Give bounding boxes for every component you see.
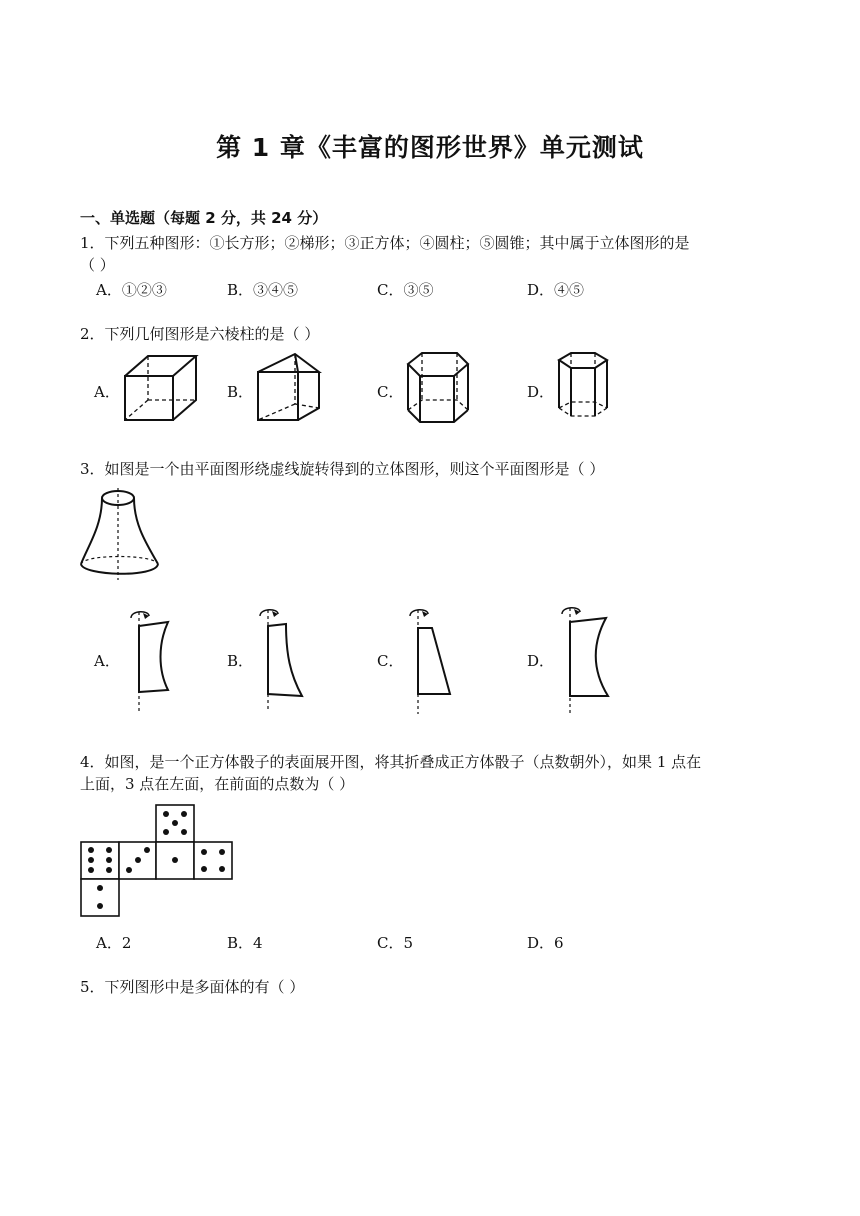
q3-shape-c-icon bbox=[402, 604, 462, 716]
page-title: 第 1 章《丰富的图形世界》单元测试 bbox=[216, 133, 644, 162]
q3-option-b[interactable]: B． bbox=[227, 652, 254, 670]
q3-shape-b-icon bbox=[256, 604, 306, 714]
hexagonal-prism-icon bbox=[553, 350, 613, 426]
q4-stem-line2: 上面，3 点在左面，在前面的点数为（ ） bbox=[80, 775, 355, 793]
triangular-prism-icon bbox=[255, 352, 323, 424]
q3-shape-d-icon bbox=[556, 602, 616, 716]
q4-option-d[interactable]: D．6 bbox=[527, 934, 564, 952]
q4-option-c[interactable]: C．5 bbox=[377, 934, 414, 952]
hyperboloid-solid-icon bbox=[78, 486, 164, 582]
q1-stem-line1: 1．下列五种图形：①长方形；②梯形；③正方体；④圆柱；⑤圆锥；其中属于立体图形的是 bbox=[80, 234, 690, 252]
pentagonal-prism-icon bbox=[402, 350, 472, 428]
q2-option-a[interactable]: A． bbox=[94, 383, 120, 401]
q5-stem: 5．下列图形中是多面体的有（ ） bbox=[80, 978, 305, 996]
q2-stem: 2．下列几何图形是六棱柱的是（ ） bbox=[80, 325, 320, 343]
q1-option-a[interactable]: A．①②③ bbox=[96, 281, 167, 299]
q4-stem-line1: 4．如图，是一个正方体骰子的表面展开图，将其折叠成正方体骰子（点数朝外），如果 1 点在 bbox=[80, 753, 702, 771]
q1-option-c[interactable]: C．③⑤ bbox=[377, 281, 434, 299]
q1-option-d[interactable]: D．④⑤ bbox=[527, 281, 585, 299]
q3-shape-a-icon bbox=[124, 606, 174, 714]
dice-net-icon bbox=[80, 804, 236, 918]
section-heading: 一、单选题（每题 2 分，共 24 分） bbox=[80, 209, 328, 227]
q2-option-b[interactable]: B． bbox=[227, 383, 254, 401]
q3-stem: 3．如图是一个由平面图形绕虚线旋转得到的立体图形，则这个平面图形是（ ） bbox=[80, 460, 605, 478]
q2-option-d[interactable]: D． bbox=[527, 383, 555, 401]
q3-option-d[interactable]: D． bbox=[527, 652, 555, 670]
q4-option-b[interactable]: B．4 bbox=[227, 934, 263, 952]
q1-option-b[interactable]: B．③④⑤ bbox=[227, 281, 299, 299]
q3-option-c[interactable]: C． bbox=[377, 652, 404, 670]
q2-option-c[interactable]: C． bbox=[377, 383, 404, 401]
rectangular-prism-icon bbox=[122, 352, 202, 424]
q3-option-a[interactable]: A． bbox=[94, 652, 120, 670]
q4-option-a[interactable]: A．2 bbox=[96, 934, 132, 952]
q1-stem-line2: （ ） bbox=[80, 256, 115, 274]
